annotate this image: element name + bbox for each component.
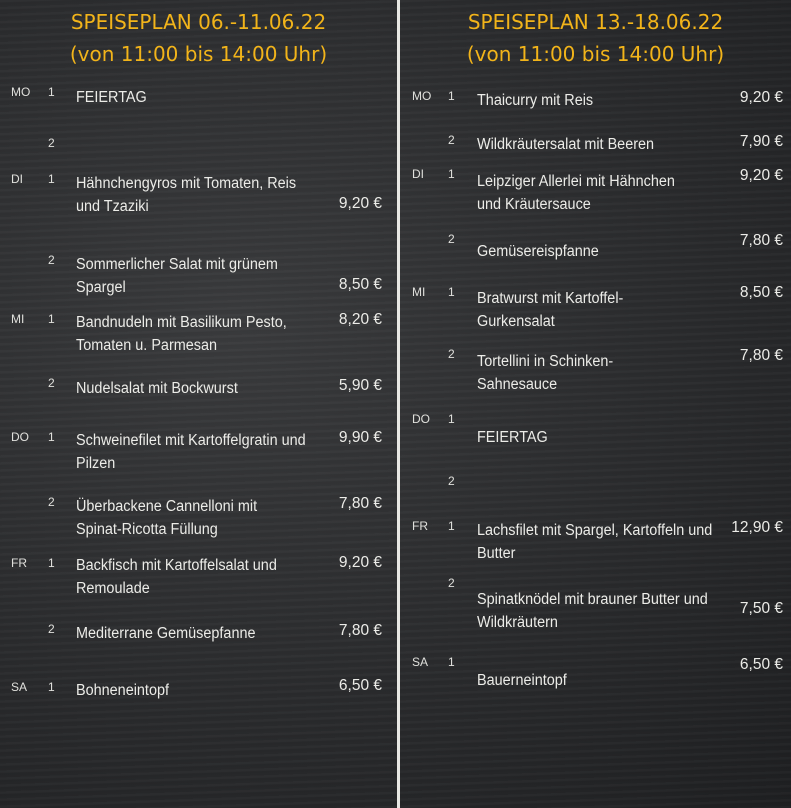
day-label: MI [412,285,426,299]
dish-name: FEIERTAG [76,89,147,106]
menu-title-dates: SPEISEPLAN 06.-11.06.22 [70,10,327,34]
dish-name: FEIERTAG [477,429,548,446]
dish-name: Bratwurst mit Kartoffel-Gurkensalat [477,290,624,330]
dish-name: Nudelsalat mit Bockwurst [76,380,238,397]
day-label: DI [11,172,23,186]
dish-number: 1 [48,85,55,99]
dish-price: 5,90 € [338,377,382,394]
dish-number: 1 [48,172,55,186]
dish-name: Überbackene Cannelloni mit Spinat-Ricotta Füllung [76,498,258,538]
dish-name: Gemüsereispfanne [477,243,599,260]
day-label: FR [11,556,27,570]
dish-name: Leipziger Allerlei mit Hähnchen und Kräutersauce [477,173,675,213]
dish-price: 9,20 € [338,554,382,571]
dish-number: 1 [48,312,55,326]
dish-price: 7,80 € [338,622,382,639]
day-label: MO [412,89,432,103]
dish-name: Bauerneintopf [477,672,567,689]
dish-number: 1 [48,556,55,570]
dish-number: 1 [448,167,455,181]
dish-number: 1 [448,89,455,103]
dish-price: 9,90 € [338,429,382,446]
day-label: SA [11,680,28,694]
dish-number: 2 [448,576,455,590]
dish-price: 12,90 € [731,519,783,536]
dish-price: 7,90 € [739,133,783,150]
day-label: DI [412,167,424,181]
dish-number: 2 [48,253,55,267]
dish-number: 2 [448,133,455,147]
dish-price: 8,50 € [739,284,783,301]
dish-name: Wildkräutersalat mit Beeren [477,136,655,153]
menu-title [400,6,791,70]
dish-number: 1 [448,655,455,669]
menu-opening-hours: (von 11:00 bis 14:00 Uhr) [466,42,725,66]
dish-number: 1 [448,519,455,533]
dish-name: Hähnchengyros mit Tomaten, Reis und Tzaziki [76,175,297,215]
menu-title-dates: SPEISEPLAN 13.-18.06.22 [467,10,724,34]
dish-price: 6,50 € [739,656,783,673]
dish-price: 7,80 € [338,495,382,512]
dish-number: 2 [448,232,455,246]
day-label: SA [412,655,429,669]
dish-price: 9,20 € [739,167,783,184]
dish-number: 2 [48,376,55,390]
day-label: MI [11,312,25,326]
dish-name: Schweinefilet mit Kartoffelgratin und Pilzen [76,432,306,472]
dish-number: 1 [448,285,455,299]
dish-name: Sommerlicher Salat mit grünem Spargel [76,256,278,296]
dish-number: 2 [48,136,55,150]
dish-name: Spinatknödel mit brauner Butter und Wildkräutern [477,591,708,631]
day-label: MO [11,85,31,99]
dish-number: 1 [48,430,55,444]
day-label: DO [412,412,430,426]
dish-price: 7,80 € [739,232,783,249]
dish-name: Lachsfilet mit Spargel, Kartoffeln und Butter [477,522,713,562]
dish-price: 9,20 € [338,195,382,212]
dish-number: 2 [448,474,455,488]
dish-number: 2 [48,495,55,509]
dish-name: Bohneneintopf [76,682,169,699]
dish-name: Tortellini in Schinken-Sahnesauce [477,353,614,393]
dish-number: 2 [448,347,455,361]
dish-number: 1 [48,680,55,694]
dish-name: Thaicurry mit Reis [477,92,594,109]
dish-price: 9,20 € [739,89,783,106]
dish-number: 1 [448,412,455,426]
menu-title [0,6,397,70]
dish-price: 8,50 € [338,276,382,293]
dish-name: Bandnudeln mit Basilikum Pesto, Tomaten u. Parmesan [76,314,287,354]
menu-opening-hours: (von 11:00 bis 14:00 Uhr) [69,42,328,66]
dish-name: Mediterrane Gemüsepfanne [76,625,256,642]
dish-price: 7,80 € [739,347,783,364]
dish-number: 2 [48,622,55,636]
dish-price: 8,20 € [338,311,382,328]
dish-price: 6,50 € [338,677,382,694]
dish-price: 7,50 € [739,600,783,617]
day-label: DO [11,430,29,444]
column-divider [397,0,400,808]
day-label: FR [412,519,428,533]
dish-name: Backfisch mit Kartoffelsalat und Remoulade [76,557,277,597]
